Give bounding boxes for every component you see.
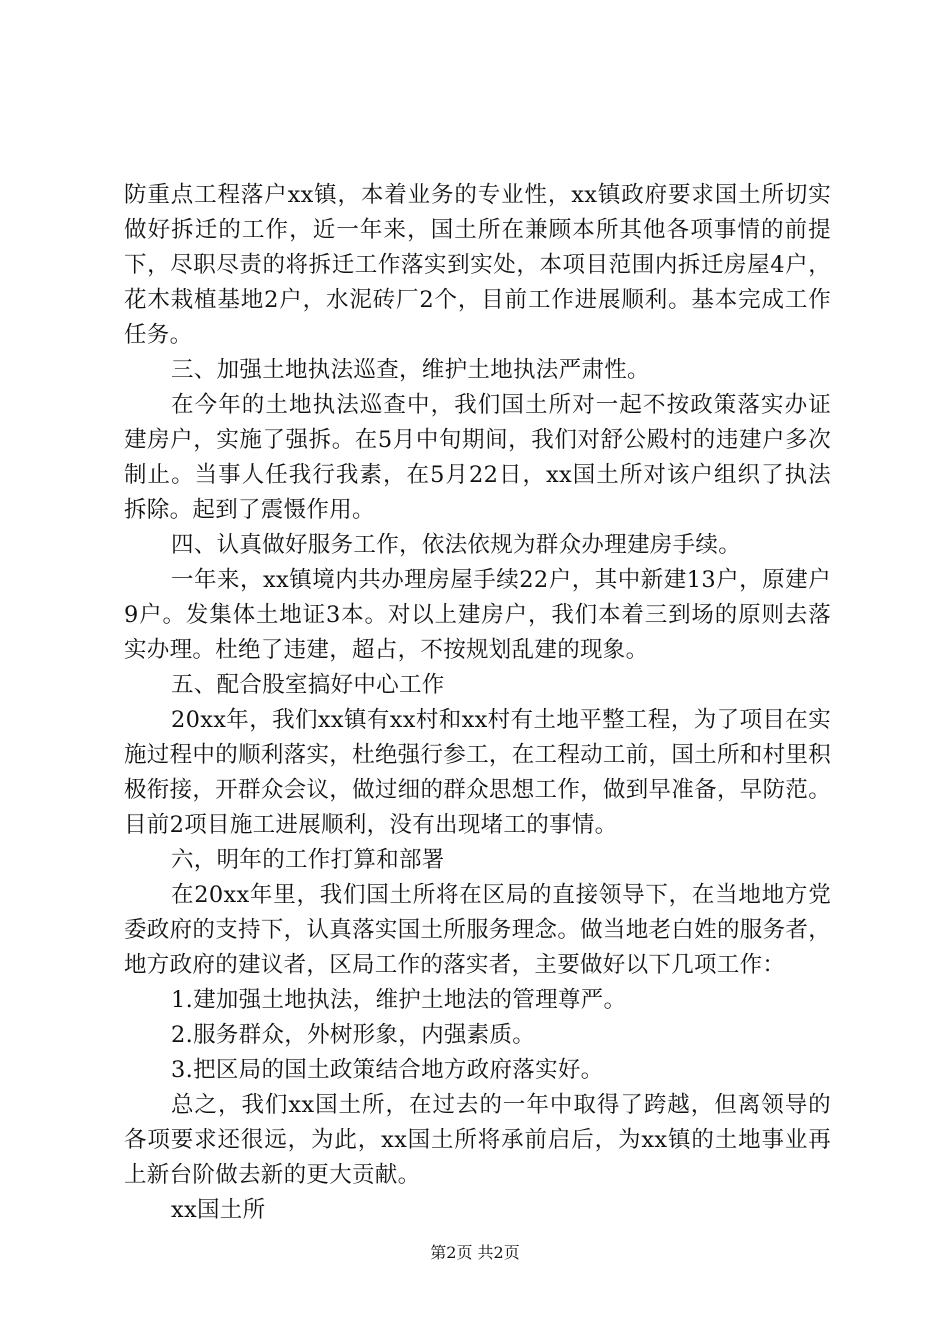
paragraph-conclusion: 总之，我们xx国土所，在过去的一年中取得了跨越，但离领导的各项要求还很远，为此，xx国土所将承前启后，为xx镇的土地事业再上新台阶做去新的更大贡献。 bbox=[124, 1092, 831, 1188]
paragraph-housing-procedures: 一年来，xx镇境内共办理房屋手续22户，其中新建13户，原建户9户。发集体土地证3本。对以上建房户，我们本着三到场的原则去落实办理。杜绝了违建，超占，不按规划乱建的现象。 bbox=[124, 567, 831, 663]
heading-section-four: 四、认真做好服务工作，依法依规为群众办理建房手续。 bbox=[171, 532, 742, 558]
page-number-footer: 第2页 共2页 bbox=[430, 1243, 520, 1262]
heading-section-five: 五、配合股室搞好中心工作 bbox=[171, 672, 445, 698]
paragraph-next-year-plan: 在20xx年里，我们国土所将在区局的直接领导下，在当地地方党委政府的支持下，认真落实国土所服务理念。做当地老白姓的服务者，地方政府的建议者，区局工作的落实者，主要做好以下几项工作： bbox=[124, 882, 831, 978]
paragraph-demolition: 防重点工程落户xx镇，本着业务的专业性，xx镇政府要求国土所切实做好拆迁的工作，近一年来，国土所在兼顾本所其他各项事情的前提下，尽职尽责的将拆迁工作落实到实处，本项目范围内拆迁房屋4户，花木栽植基地2户，水泥砖厂2个，目前工作进展顺利。基本完成工作任务。 bbox=[124, 182, 831, 348]
paragraph-central-work: 20xx年，我们xx镇有xx村和xx村有土地平整工程，为了项目在实施过程中的顺利落实，杜绝强行参工，在工程动工前，国土所和村里积极衔接，开群众会议，做过细的群众思想工作，做到早准备，早防范。目前2项目施工进展顺利，没有出现堵工的事情。 bbox=[124, 707, 831, 838]
list-item-three: 3.把区局的国土政策结合地方政府落实好。 bbox=[171, 1057, 604, 1083]
list-item-two: 2.服务群众，外树形象，内强素质。 bbox=[171, 1022, 536, 1048]
heading-section-six: 六，明年的工作打算和部署 bbox=[171, 847, 445, 873]
paragraph-law-enforcement: 在今年的土地执法巡查中，我们国土所对一起不按政策落实办证建房户，实施了强拆。在5月中旬期间，我们对舒公殿村的违建户多次制止。当事人任我行我素，在5月22日，xx国土所对该户组织了执法拆除。起到了震慑作用。 bbox=[124, 392, 831, 523]
signature: xx国土所 bbox=[171, 1197, 266, 1223]
list-item-one: 1.建加强土地执法，维护土地法的管理尊严。 bbox=[171, 987, 627, 1013]
heading-section-three: 三、加强土地执法巡查，维护土地执法严肃性。 bbox=[171, 357, 650, 383]
document-body bbox=[124, 178, 831, 1228]
